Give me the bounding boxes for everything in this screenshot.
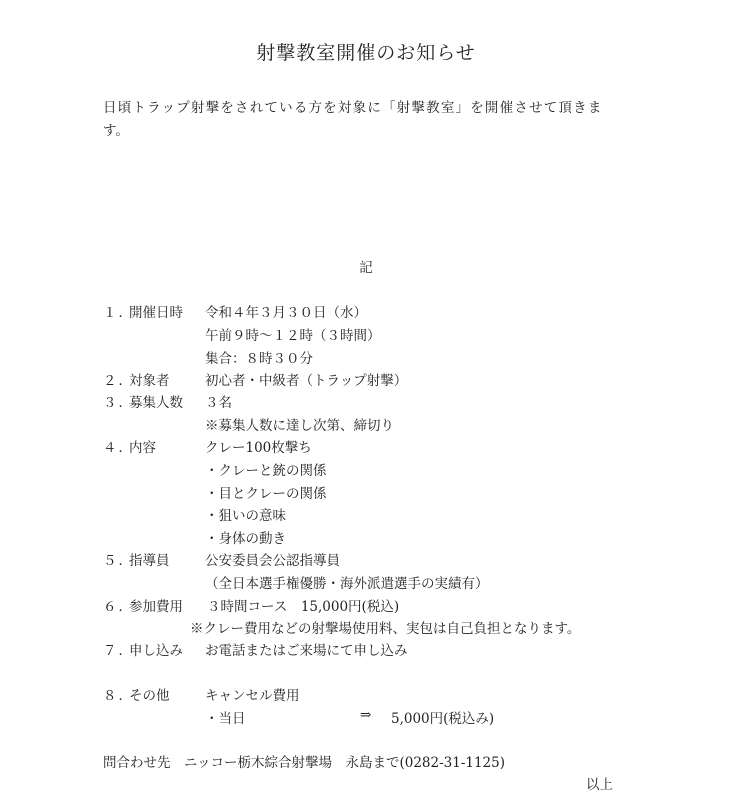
closing-text: 以上	[586, 777, 613, 793]
item-4-bullet: ・目とクレーの関係	[205, 486, 327, 502]
item-6-number: ６．	[103, 599, 134, 615]
item-8-number: ８．	[103, 688, 134, 704]
item-1-value: 令和４年３月３０日（水）	[205, 305, 367, 321]
item-5-number: ５．	[103, 553, 134, 569]
item-1-label: 開催日時	[129, 305, 183, 321]
item-8-value: キャンセル費用	[205, 688, 300, 704]
item-4-number: ４．	[103, 440, 134, 456]
item-4-value: クレー100枚撃ち	[205, 440, 312, 456]
arrow-icon: ⇒	[360, 707, 372, 723]
item-8-bullet: ・当日	[205, 711, 246, 727]
contact-line: 問合わせ先 ニッコー栃木綜合射撃場 永島まで(0282-31-1125)	[103, 755, 506, 771]
item-6-note: ※クレー費用などの射撃場使用料、実包は自己負担となります。	[190, 621, 581, 637]
item-4-bullet: ・身体の動き	[205, 531, 286, 547]
item-3-value: ３名	[205, 395, 232, 411]
item-4-bullet: ・狙いの意味	[205, 508, 286, 524]
item-2-label: 対象者	[129, 373, 170, 389]
item-6-label: 参加費用	[129, 599, 183, 615]
ki-heading: 記	[359, 260, 373, 276]
item-2-value: 初心者・中級者（トラップ射撃）	[205, 373, 408, 389]
item-4-bullet: ・クレーと銃の関係	[205, 463, 327, 479]
item-8-label: その他	[129, 688, 170, 704]
item-1-value: 午前９時〜１２時（３時間）	[205, 328, 381, 344]
item-3-label: 募集人数	[129, 395, 183, 411]
item-7-number: ７．	[103, 643, 134, 659]
item-5-value: 公安委員会公認指導員	[205, 553, 340, 569]
intro-line-2: す。	[103, 123, 129, 139]
item-5-label: 指導員	[129, 553, 170, 569]
item-7-label: 申し込み	[129, 643, 183, 659]
item-4-label: 内容	[129, 440, 156, 456]
item-6-value: ３時間コース 15,000円(税込)	[207, 599, 400, 615]
item-2-number: ２．	[103, 373, 134, 389]
item-1-value: 集合：８時３０分	[205, 351, 313, 367]
intro-line-1: 日頃トラップ射撃をされている方を対象に「射撃教室」を開催させて頂きま	[103, 100, 603, 116]
document-title: 射撃教室開催のお知らせ	[256, 42, 476, 64]
item-1-number: １．	[103, 305, 134, 321]
cancel-fee-amount: 5,000円(税込み)	[391, 711, 495, 727]
item-3-note: ※募集人数に達し次第、締切り	[205, 418, 394, 434]
item-7-value: お電話またはご来場にて申し込み	[205, 643, 408, 659]
item-3-number: ３．	[103, 395, 134, 411]
item-5-note: （全日本選手権優勝・海外派遣選手の実績有）	[205, 576, 489, 592]
